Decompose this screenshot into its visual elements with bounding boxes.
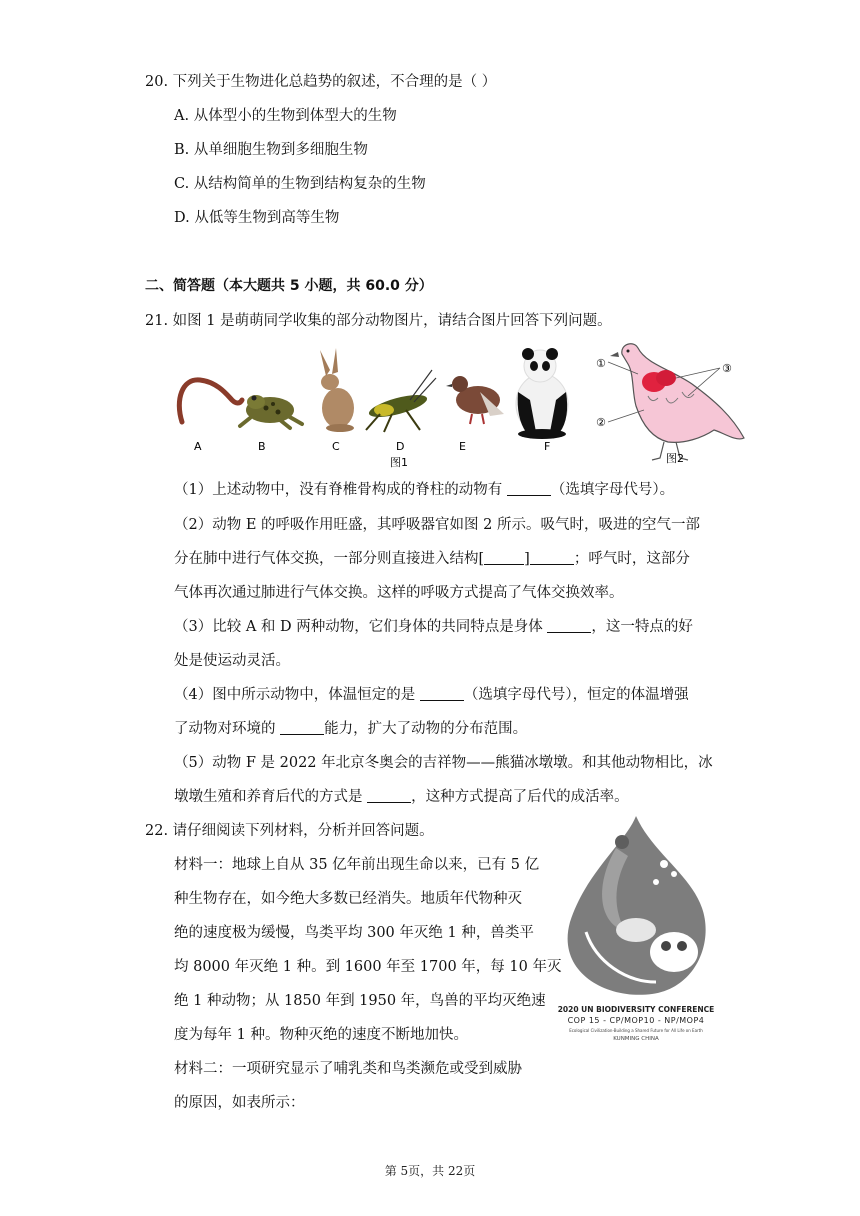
q21-part2-line3: 气体再次通过肺进行气体交换。这样的呼吸方式提高了气体交换效率。 [174,585,624,601]
q21-part5-text-end: ，这种方式提高了后代的成活率。 [411,789,629,805]
fig2-marker-3: ③ [722,362,732,375]
panda-image [516,348,568,439]
q22-material1-line6: 度为每年 1 种。物种灭绝的速度不断地加快。 [174,1027,468,1043]
q20-option-d: D. 从低等生物到高等生物 [174,210,340,226]
answer-blank[interactable] [547,618,591,633]
q22-material1-line4: 均 8000 年灭绝 1 种。到 1600 年至 1700 年，每 10 年灭 [174,959,562,975]
fig2-marker-2: ② [596,416,606,429]
fig2-caption: 图2 [666,452,684,465]
q21-part4-text2: 了动物对环境的 [174,721,281,737]
cop15-emblem-graphic [556,812,716,1002]
answer-blank[interactable] [484,550,524,565]
frog-image [240,395,302,428]
figure-2-bird-respiration [592,334,752,470]
answer-blank[interactable] [420,686,464,701]
figure-1-animals [170,340,590,470]
answer-blank[interactable] [507,481,551,496]
q21-part3-text: （3）比较 A 和 D 两种动物，它们身体的共同特点是身体 [174,619,548,635]
q21-part5-text: 墩墩生殖和养育后代的方式是 [174,789,368,805]
q21-part4-text2-end: 能力，扩大了动物的分布范围。 [324,721,528,737]
q21-part1-text: （1）上述动物中，没有脊椎骨构成的脊柱的动物有 [174,482,507,498]
section-heading: 二、简答题（本大题共 5 小题，共 60.0 分） [145,278,433,294]
q21-part4-line2 [174,719,527,739]
q22-material1-line2: 种生物存在，如今绝大多数已经消失。地质年代物种灭 [174,891,522,907]
q20-option-a: A. 从体型小的生物到体型大的生物 [174,108,397,124]
bracket-close: ] [524,551,530,567]
q22-stem: 22. 请仔细阅读下列材料，分析并回答问题。 [145,823,434,839]
grasshopper-image [366,370,436,432]
q21-part2-text: 分在肺中进行气体交换，一部分则直接进入结构[ [174,551,485,567]
fig1-label-e: E [459,440,466,453]
logo-line-2: COP 15 - CP/MOP10 - NP/MOP4 [567,1016,705,1025]
answer-blank[interactable] [530,550,574,565]
q22-material1-line1: 材料一：地球上自从 35 亿年前出现生命以来，已有 5 亿 [174,857,540,873]
q21-stem: 21. 如图 1 是萌萌同学收集的部分动物图片，请结合图片回答下列问题。 [145,313,612,329]
q21-part3-line1 [174,617,693,637]
logo-line-3: Ecological Civilization-Building a Shared Future for All Life on Earth [569,1028,703,1033]
logo-line-1: 2020 UN BIODIVERSITY CONFERENCE [557,1005,715,1014]
fig1-caption: 图1 [390,456,408,469]
q21-part3-line2: 处是使运动灵活。 [174,653,290,669]
q22-material1-line5: 绝 1 种动物；从 1850 年到 1950 年，鸟兽的平均灭绝速 [174,993,546,1009]
q20-option-b: B. 从单细胞生物到多细胞生物 [174,142,368,158]
fig1-label-d: D [396,440,405,453]
earthworm-image [179,380,242,422]
answer-blank[interactable] [367,788,411,803]
q21-part3-text-end: ，这一特点的好 [591,619,693,635]
q21-part2-line2 [174,549,690,569]
q22-material2-line2: 的原因，如表所示： [174,1095,305,1111]
rabbit-image [320,348,354,432]
q21-part1-text-end: （选填字母代号）。 [550,482,675,498]
q21-part4-text: （4）图中所示动物中，体温恒定的是 [174,687,420,703]
q22-material1-line3: 绝的速度极为缓慢，鸟类平均 300 年灭绝 1 种，兽类平 [174,925,534,941]
fig1-label-b: B [258,440,266,453]
q21-part2-text-end: ；呼气时，这部分 [573,551,690,567]
fig1-label-c: C [332,440,340,453]
logo-line-4: KUNMING CHINA [613,1036,659,1042]
page-footer: 第 5页，共 22页 [384,1164,476,1178]
fig2-marker-1: ① [596,357,606,370]
q20-stem: 20. 下列关于生物进化总趋势的叙述，不合理的是（ ） [145,74,497,90]
q20-option-c: C. 从结构简单的生物到结构复杂的生物 [174,176,426,192]
pigeon-image [446,376,504,424]
answer-blank[interactable] [280,720,324,735]
q22-material2-line1: 材料二：一项研究显示了哺乳类和鸟类濒危或受到威胁 [174,1061,522,1077]
q21-part5-line1: （5）动物 F 是 2022 年北京冬奥会的吉祥物——熊猫冰墩墩。和其他动物相比，冰 [174,755,713,771]
q21-part4-text-end: （选填字母代号），恒定的体温增强 [463,687,689,703]
q21-part2-line1: （2）动物 E 的呼吸作用旺盛，其呼吸器官如图 2 所示。吸气时，吸进的空气一部 [174,517,700,533]
cop15-logo [556,812,716,1052]
q21-part4-line1 [174,685,689,705]
q21-part5-line2 [174,787,629,807]
q21-part1 [174,480,674,500]
fig1-label-a: A [194,440,202,453]
fig1-label-f: F [544,440,551,453]
